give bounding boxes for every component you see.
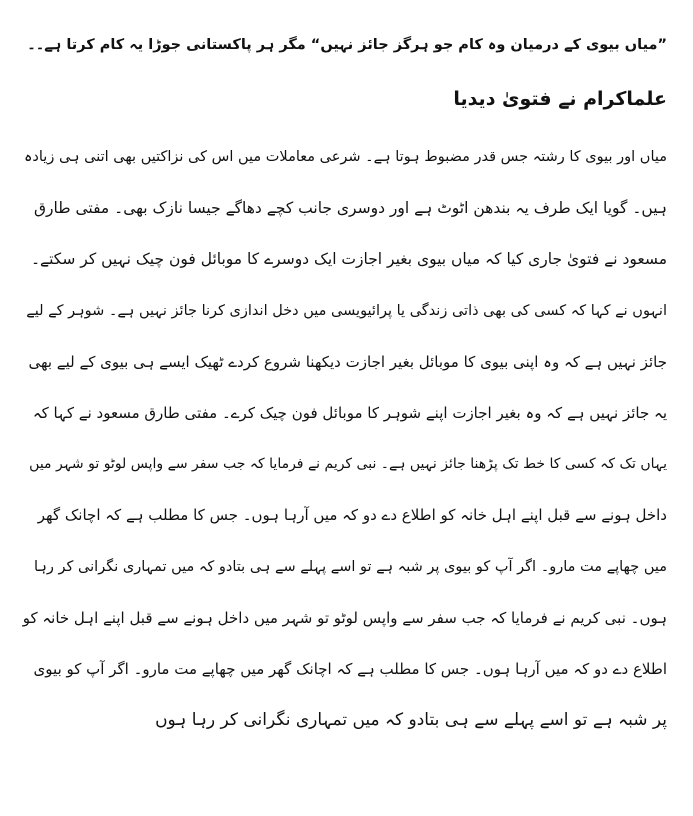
body-line: انہوں نے کہا کہ کسی کی بھی ذاتی زندگی یا پرائیویسی میں دخل اندازی کرنا جائز نہیں ہے۔ شوہر کے لیے	[26, 302, 667, 319]
body-line: میں چھاپے مت مارو۔ اگر آپ کو بیوی پر شبہ ہے تو اسے پہلے سے ہی بتادو کہ میں تمہاری نگرانی کر رہا	[34, 558, 667, 575]
body-line: اطلاع دے دو کہ میں آرہا ہوں۔ جس کا مطلب ہے کہ اچانک گھر میں چھاپے مت مارو۔ اگر آپ کو بیوی	[33, 660, 667, 679]
body-line: میاں اور بیوی کا رشتہ جس قدر مضبوط ہوتا ہے۔ شرعی معاملات میں اس کی نزاکتیں بھی اتنی ہی زیادہ	[23, 149, 667, 165]
body-line: داخل ہونے سے قبل اپنے اہل خانہ کو اطلاع دے دو کہ میں آرہا ہوں۔ جس کا مطلب ہے کہ اچانک گھر	[37, 506, 667, 525]
body-line: جائز نہیں ہے کہ وہ اپنی بیوی کا موبائل بغیر اجازت دیکھنا شروع کردے ٹھیک ایسے ہی بیوی کے لیے بھی	[28, 352, 667, 371]
body-line: ہیں۔ گویا ایک طرف یہ بندھن اٹوٹ ہے اور دوسری جانب کچے دھاگے جیسا نازک بھی۔ مفتی طارق	[33, 199, 667, 218]
article-body	[20, 132, 667, 746]
headline-line-1: ”میاں بیوی کے درمیان وہ کام جو ہرگز جائز نہیں“ مگر ہر پاکستانی جوڑا یہ کام کرتا ہے۔۔	[27, 37, 667, 53]
body-line: پر شبہ ہے تو اسے پہلے سے ہی بتادو کہ میں تمہاری نگرانی کر رہا ہوں	[155, 710, 667, 731]
headline-line-2: علماکرام نے فتویٰ دیدیا	[453, 88, 667, 110]
body-line: مسعود نے فتویٰ جاری کیا کہ میاں بیوی بغیر اجازت ایک دوسرے کا موبائل فون چیک نہیں کر سکتے۔	[30, 250, 667, 269]
body-line: یہ جائز نہیں ہے کہ وہ بغیر اجازت اپنے شوہر کا موبائل فون چیک کرے۔ مفتی طارق مسعود نے کہا کہ	[32, 404, 667, 423]
body-line: یہاں تک کہ کسی کا خط تک پڑھنا جائز نہیں ہے۔ نبی کریم نے فرمایا کہ جب سفر سے واپس لوٹو تو شہر میں	[29, 456, 667, 473]
article-headline	[20, 18, 667, 126]
body-line: ہوں۔ نبی کریم نے فرمایا کہ جب سفر سے واپس لوٹو تو شہر میں داخل ہونے سے قبل اپنے اہل خانہ کو	[22, 608, 667, 627]
article	[20, 18, 667, 746]
